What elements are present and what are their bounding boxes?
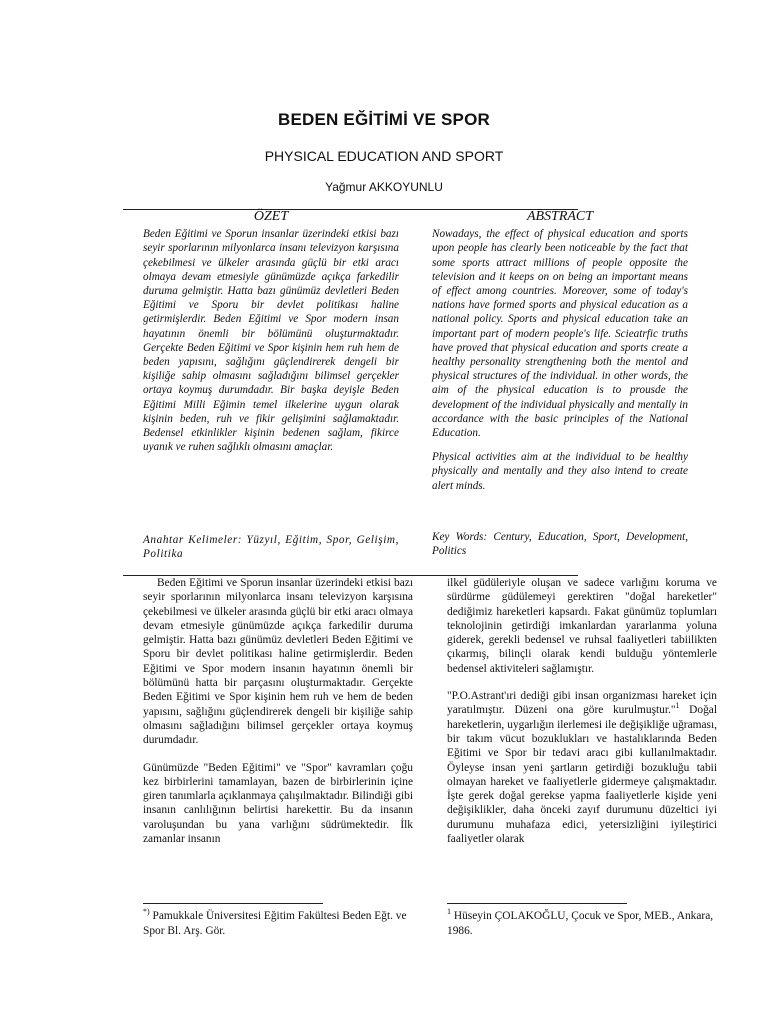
abstract-text-2: Physical activities aim at the individual to be healthy physically and mentally and they also intend to create alert minds.	[432, 451, 688, 492]
footnote-text: Pamukkale Üniversitesi Eğitim Fakültesi Beden Eğt. ve Spor Bl. Arş. Gör.	[143, 910, 407, 937]
ozet-heading: ÖZET	[253, 209, 289, 224]
footnote-mark: *)	[143, 907, 150, 917]
author-name: Yağmur AKKOYUNLU	[325, 180, 443, 194]
abstract-section	[432, 210, 688, 503]
footnote-rule-left	[143, 903, 323, 904]
ozet-keywords: Anahtar Kelimeler: Yüzyıl, Eğitim, Spor, Gelişim, Politika	[143, 534, 399, 561]
abstract-text-1: Nowadays, the effect of physical education and sports upon people has clearly been noticeable by the fact that some sports attract millions of people opposite the television and it keeps on on being an important means of effect among countries. Moreover, some of today's nations have formed sports and physical education as a national policy. Sports and physical education take an important part of modern people's life. Scieatrfic truths have proved that physical education and sports create a healthy personality strengthening both the mentol and physical structures of the individual. in other words, the aim of the physical education is to prousde the development of the individual physically and mentally in accordance with the basic principles of the National Education.	[432, 228, 688, 440]
abstract-keywords: Key Words: Century, Education, Sport, Development, Politics	[432, 531, 688, 558]
ozet-section	[143, 210, 399, 464]
body-paragraph: ilkel güdüleriyle oluşan ve sadece varlığını koruma ve sürdürme güdülemeyi gerektiren "doğal hareketler" dediğimiz hareketleri kapsardı. Fakat günümüz toplumları teknolojinin getirdiği imkanlardan yararlanma yoluna giderek, gerekli bedensel ve ruhsal faaliyetleri tabiilikten çıkarmış, bilinçli olarak kendi bulduğu yöntemlerle bedensel aktiviteleri sağlamıştır.	[447, 577, 717, 675]
abstract-heading: ABSTRACT	[526, 209, 594, 224]
paper-title: BEDEN EĞİTİMİ VE SPOR	[277, 110, 490, 129]
body-text: Doğal hareketlerin, uygarlığın ilerlemesi ile değişikliğe uğraması, bir takım vücut bozuklukları ve hastalıklarında Beden Eğitimi ve Spor bir tedavi aracı gibi kullanılmaktadır. Öyleyse insan yeni şartların getirdiği bozukluğu tabii olmayan hareket ve faaliyetlerle gidermeye çalışmaktadır. İşte gerek doğal gerekse yapma faaliyetlerle kişide yeni değişiklikler, daha önceki zayıf durumunu düzeltici iyi durumunu muhafaza edici, yetersizliğini iyileştirici faaliyetler olarak	[447, 704, 717, 846]
footnote-rule-right	[447, 903, 627, 904]
body-right-column	[447, 576, 717, 859]
quote-text: "P.O.Astrant'ıri dediği gibi insan organizması hareket için yaratılmıştır. Düzeni ona göre kurulmuştur."	[447, 690, 717, 717]
paper-subtitle: PHYSICAL EDUCATION AND SPORT	[264, 148, 504, 164]
body-paragraph: Günümüzde "Beden Eğitimi" ve "Spor" kavramları çoğu kez birbirlerini tamamlayan, bazen de birbirlerinin içine giren tanımlarla açıklanmaya çalışılmaktadır. Bilindiği gibi insanın canlılığının belirtisi harekettir. Bu da insanın varoluşundan bu yana varlığını südrümektedir. İlk zamanlar insanın	[143, 761, 413, 846]
ozet-text: Beden Eğitimi ve Sporun insanlar üzerindeki etkisi bazı seyir sporlarının milyonlarca insanı televizyon karşısına çekebilmesi ve ülkeler arasında güçlü bir etki aracı olmaya devam etmesiyle günümüzde açıkça farkedilir duruma gelmiştir. Hatta bazı günümüz devletleri Beden Eğitimi ve Sporu bir devlet politikası haline getirmişlerdir. Beden Eğitimi ve Spor modern insan hayatının önemli bir bölümünü oluşturmaktadır. Gerçekte Beden Eğitimi ve Spor kişinin hem ruh hem de beden yapısını, sağlığını güçlendirerek dengeli bir kişiliğe sahip olmasını sağladığını bilimsel gerçekler ortaya koymuş durumdadır. Bir başka deyişle Beden Eğitimi Milli Eğimin temel ilkelerine uygun olarak kişinin beden, ruh ve fikir gelişimini sağlamaktadır. Bedensel etkinlikler kişinin bedenen sağlam, fikirce uyanık ve ruhen sağlıklı olmasını amaçlar.	[143, 228, 399, 454]
footnote-left	[143, 909, 413, 939]
footnote-ref: 1	[675, 701, 680, 711]
body-left-column	[143, 576, 413, 859]
footnote-mark: 1	[447, 907, 451, 917]
body-paragraph: Beden Eğitimi ve Sporun insanlar üzerindeki etkisi bazı seyir sporlarının milyonlarca insanı televizyon karşısına çekebilmesi ve ülkeler arasında güçlü bir etki aracı olmaya devam etmesiyle günümüzde açıkça farkedilir duruma gelmiştir. Hatta bazı günümüz devletleri Beden Eğitimi ve Sporu bir devlet politikası haline getirmişlerdir. Beden Eğitimi ve Spor modern insanın hayatının önemli bir bölümünü hatta bir parçasını oluşturmaktadır. Gerçekte Beden Eğitimi ve Spor kişinin hem ruh ve hem de beden yapısını, sağlığını güçlendirerek dengeli bir kişiliğe sahip olmasını sağladığını bilimsel gerçekler ortaya koymuş durumdadır.	[143, 577, 413, 747]
footnote-text: Hüseyin ÇOLAKOĞLU, Çocuk ve Spor, MEB., Ankara, 1986.	[447, 910, 714, 937]
body-paragraph-with-citation	[447, 689, 717, 846]
footnote-right	[447, 909, 717, 939]
